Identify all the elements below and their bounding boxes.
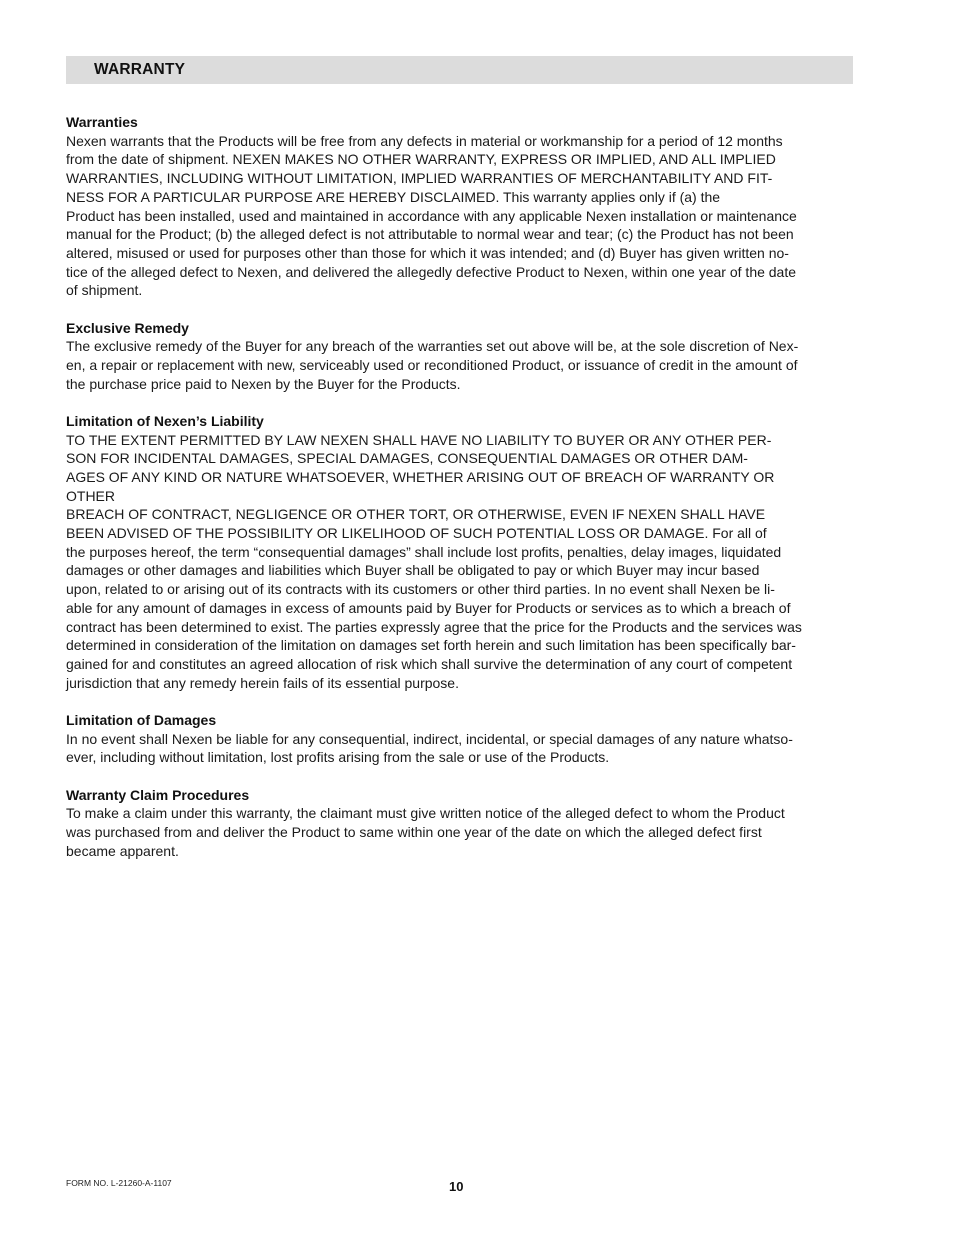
paragraph-line: became apparent.	[66, 842, 179, 859]
paragraph-line: TO THE EXTENT PERMITTED BY LAW NEXEN SHALL HAVE NO LIABILITY TO BUYER OR ANY OTHER PER-	[66, 431, 772, 448]
paragraph-line: OTHER	[66, 487, 115, 504]
paragraph-line: the purchase price paid to Nexen by the Buyer for the Products.	[66, 375, 461, 392]
paragraph-line: Product has been installed, used and maintained in accordance with any applicable Nexen installation or maintenance	[66, 207, 797, 224]
paragraph-line: To make a claim under this warranty, the claimant must give written notice of the alleged defect to whom the Product	[66, 805, 785, 822]
paragraph-line: of shipment.	[66, 282, 143, 299]
paragraph-line: The exclusive remedy of the Buyer for any breach of the warranties set out above will be, at the sole discretion of Nex-	[66, 338, 799, 355]
section-paragraph	[66, 804, 856, 860]
paragraph-line: was purchased from and deliver the Product to same within one year of the date on which the alleged defect first	[66, 823, 762, 840]
section-limitation-of-damages	[66, 711, 856, 767]
section-paragraph	[66, 132, 856, 300]
paragraph-line: BREACH OF CONTRACT, NEGLIGENCE OR OTHER TORT, OR OTHERWISE, EVEN IF NEXEN SHALL HAVE	[66, 506, 766, 523]
paragraph-line: AGES OF ANY KIND OR NATURE WHATSOEVER, WHETHER ARISING OUT OF BREACH OF WARRANTY OR	[66, 468, 775, 485]
paragraph-line: manual for the Product; (b) the alleged defect is not attributable to normal wear and tear; (c) the Product has not been	[66, 226, 794, 243]
paragraph-line: ever, including without limitation, lost profits arising from the sale or use of the Products.	[66, 749, 610, 766]
paragraph-line: tice of the alleged defect to Nexen, and delivered the allegedly defective Product to Nexen, within one year of the date	[66, 263, 797, 280]
section-heading: Limitation of Damages	[66, 711, 217, 728]
paragraph-line: In no event shall Nexen be liable for any consequential, indirect, incidental, or special damages of any nature whatso-	[66, 730, 793, 747]
page-number: 10	[449, 1179, 464, 1194]
paragraph-line: Nexen warrants that the Products will be free from any defects in material or workmanship for a period of 12 months	[66, 132, 783, 149]
paragraph-line: damages or other damages and liabilities which Buyer shall be obligated to pay or which Buyer may incur based	[66, 562, 760, 579]
paragraph-line: en, a repair or replacement with new, serviceably used or reconditioned Product, or issuance of credit in the amount of	[66, 356, 798, 373]
paragraph-line: upon, related to or arising out of its contracts with its customers or other third parties. In no event shall Nexen be li-	[66, 581, 775, 598]
section-warranty-claim-procedures	[66, 786, 856, 861]
paragraph-line: gained for and constitutes an agreed allocation of risk which shall survive the determination of any court of competent	[66, 655, 793, 672]
section-heading: Exclusive Remedy	[66, 319, 189, 336]
paragraph-line: NESS FOR A PARTICULAR PURPOSE ARE HEREBY DISCLAIMED. This warranty applies only if (a) the	[66, 188, 721, 205]
section-warranties	[66, 113, 856, 300]
section-exclusive-remedy	[66, 319, 856, 394]
section-heading: Warranties	[66, 114, 138, 130]
form-number: FORM NO. L-21260-A-1107	[66, 1178, 172, 1188]
section-paragraph	[66, 730, 856, 767]
page-title: WARRANTY	[94, 61, 186, 78]
section-header-bar	[66, 56, 853, 84]
paragraph-line: BEEN ADVISED OF THE POSSIBILITY OR LIKELIHOOD OF SUCH POTENTIAL LOSS OR DAMAGE. For all of	[66, 525, 767, 542]
paragraph-line: SON FOR INCIDENTAL DAMAGES, SPECIAL DAMAGES, CONSEQUENTIAL DAMAGES OR OTHER DAM-	[66, 450, 748, 467]
paragraph-line: altered, misused or used for purposes other than those for which it was intended; and (d) Buyer has given written no-	[66, 244, 789, 261]
paragraph-line: determined in consideration of the limitation on damages set forth herein and such limitation has been specifically bar-	[66, 637, 796, 654]
paragraph-line: jurisdiction that any remedy herein fails of its essential purpose.	[66, 674, 459, 691]
paragraph-line: from the date of shipment. NEXEN MAKES NO OTHER WARRANTY, EXPRESS OR IMPLIED, AND ALL IMPLIED	[66, 151, 776, 168]
section-heading: Limitation of Nexen’s Liability	[66, 412, 264, 429]
section-paragraph	[66, 431, 856, 693]
paragraph-line: contract has been determined to exist. The parties expressly agree that the price for the Products and the services was	[66, 618, 802, 635]
paragraph-line: able for any amount of damages in excess of amounts paid by Buyer for Products or services as to which a breach of	[66, 599, 791, 616]
section-heading: Warranty Claim Procedures	[66, 786, 250, 803]
section-paragraph	[66, 337, 856, 393]
section-limitation-of-liability	[66, 412, 856, 693]
document-body	[66, 113, 856, 879]
paragraph-line: the purposes hereof, the term “consequential damages” shall include lost profits, penalties, delay images, liquidated	[66, 543, 782, 560]
paragraph-line: WARRANTIES, INCLUDING WITHOUT LIMITATION, IMPLIED WARRANTIES OF MERCHANTABILITY AND FIT-	[66, 170, 773, 187]
